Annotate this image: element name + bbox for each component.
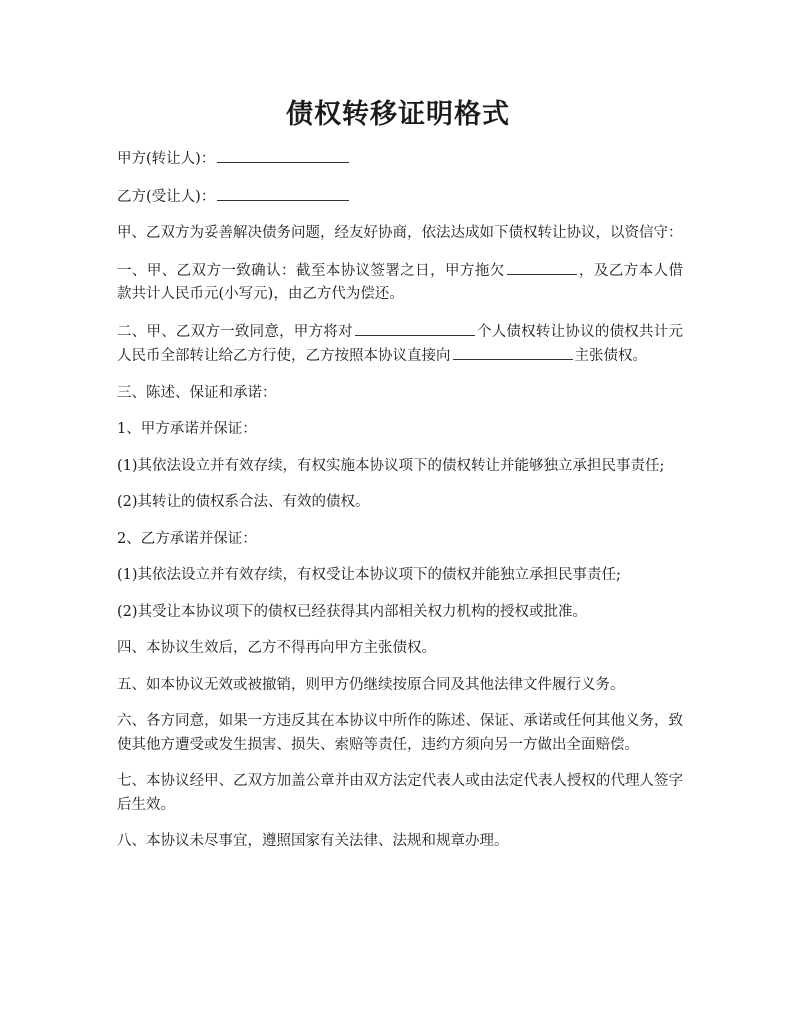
intro-paragraph: 甲、乙双方为妥善解决债务问题，经友好协商，依法达成如下债权转让协议，以资信守：	[117, 225, 683, 241]
clause-3-2-b: (2)其受让本协议项下的债权已经获得其内部相关权力机构的授权或批准。	[117, 603, 588, 620]
party-a-blank	[217, 147, 349, 163]
clause-3-1: 1、甲方承诺并保证：	[117, 421, 257, 437]
party-b-blank	[217, 185, 349, 201]
clause-2	[117, 320, 683, 369]
clause-2-text-c: 主张债权。	[574, 348, 647, 364]
party-b-line	[117, 185, 683, 210]
party-a-line	[117, 147, 683, 172]
clause-1-text-a: 一、甲、乙双方一致确认：截至本协议签署之日，甲方拖欠	[117, 262, 505, 279]
clause-7: 七、本协议经甲、乙双方加盖公章并由双方法定代表人或由法定代表人授权的代理人签字后生效。	[117, 773, 683, 813]
clause-2-blank-2	[453, 344, 573, 360]
clause-3: 三、陈述、保证和承诺：	[117, 384, 277, 401]
clause-3-2-a: (1)其依法设立并有效存续，有权受让本协议项下的债权并能独立承担民事责任;	[117, 567, 621, 583]
clause-2-text-b: 个人债权转让协议的债权共计元人民币全部转让给乙方行使，乙方按照本协议直接向	[117, 323, 683, 364]
document-body	[117, 147, 683, 867]
clause-8: 八、本协议未尽事宜，遵照国家有关法律、法规和规章办理。	[117, 833, 509, 849]
clause-1-blank	[507, 259, 577, 275]
party-a-label: 甲方(转让人)：	[117, 151, 216, 167]
clause-1-text-b: ，及乙方本人借款共计人民币元(小写元)，由乙方代为偿还。	[117, 262, 684, 302]
document-title: 债权转移证明格式	[286, 99, 510, 130]
clause-2-text-a: 二、甲、乙双方一致同意，甲方将对	[117, 323, 353, 340]
party-b-label: 乙方(受让人)：	[117, 188, 216, 205]
clause-1	[117, 259, 683, 307]
clause-5: 五、如本协议无效或被撤销，则甲方仍继续按原合同及其他法律文件履行义务。	[117, 676, 625, 693]
clause-4: 四、本协议生效后，乙方不得再向甲方主张债权。	[117, 640, 436, 656]
clause-6: 六、各方同意，如果一方违反其在本协议中所作的陈述、保证、承诺或任何其他义务，致使其他方遭受或发生损害、损失、索赔等责任，违约方须向另一方做出全面赔偿。	[117, 713, 683, 753]
clause-3-2: 2、乙方承诺并保证：	[117, 530, 257, 547]
clause-3-1-b: (2)其转让的债权系合法、有效的债权。	[117, 494, 370, 510]
clause-3-1-a: (1)其依法设立并有效存续，有权实施本协议项下的债权转让并能够独立承担民事责任;	[117, 457, 665, 474]
clause-2-blank-1	[355, 320, 475, 336]
